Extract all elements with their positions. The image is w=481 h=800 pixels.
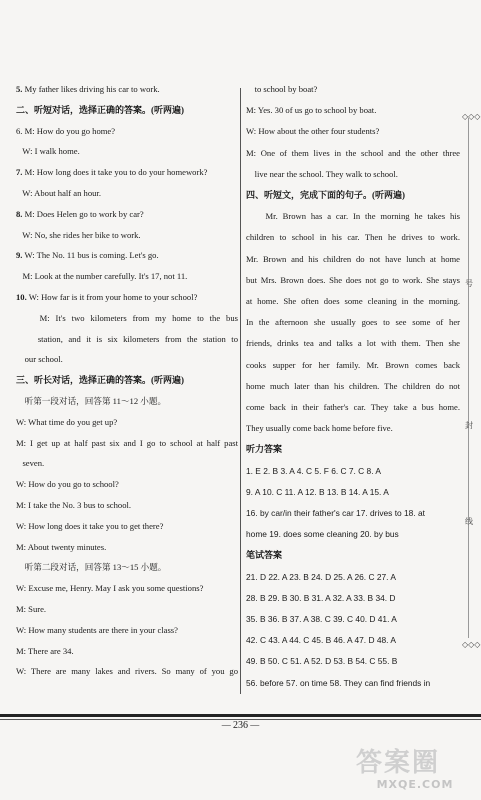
- answer-line: 56. before 57. on time 58. They can find friends in: [246, 677, 431, 688]
- text-line: [16, 604, 238, 615]
- text-line: [246, 275, 460, 286]
- line-text: M: How long does it take you to do your homework?: [22, 167, 208, 178]
- line-text: In the afternoon she usually goes to see some of her: [246, 317, 460, 328]
- line-text: W: There are many lakes and rivers. So many of you go: [16, 666, 238, 677]
- page-number: — 236 —: [221, 720, 260, 731]
- line-text: My father likes driving his car to work.: [22, 84, 160, 94]
- text-line: [246, 254, 460, 265]
- text-line: [246, 211, 460, 222]
- line-text: W: How do you go to school?: [16, 479, 119, 490]
- side-label-3: 线: [465, 517, 473, 526]
- item-number: 10.: [16, 292, 27, 302]
- section-heading: 二、听短对话，选择正确的答案。(听两遍): [16, 104, 184, 115]
- text-line: [16, 167, 238, 178]
- answer-line: 21. D 22. A 23. B 24. D 25. A 26. C 27. A: [246, 571, 396, 582]
- line-text: M: Sure.: [16, 604, 47, 614]
- text-line: [16, 313, 238, 324]
- line-text: M: About twenty minutes.: [16, 541, 107, 552]
- text-line: [16, 417, 238, 428]
- line-text: W: Excuse me, Henry. May I ask you some questions?: [16, 583, 204, 594]
- text-line: [16, 646, 238, 657]
- line-text: M: It's two kilometers from my home to the bus: [16, 312, 238, 323]
- line-text: W: What time do you get up?: [16, 416, 118, 427]
- text-line: [16, 126, 238, 137]
- text-line: [246, 360, 460, 371]
- text-line: [246, 423, 460, 434]
- line-text: come back in their father's car. They take a bus home.: [246, 402, 460, 412]
- text-line: [16, 188, 238, 199]
- section-heading: 三、听长对话，选择正确的答案。(听两遍): [16, 375, 184, 386]
- section-heading: 四、听短文，完成下面的句子。(听两遍): [246, 190, 405, 200]
- line-text: They usually come back home before five.: [246, 423, 393, 434]
- item-number: 8.: [16, 208, 23, 219]
- text-line: [16, 292, 238, 303]
- line-text: W: I walk home.: [16, 146, 80, 157]
- line-text: our school.: [16, 354, 63, 365]
- page-number-value: 236: [233, 720, 248, 731]
- text-line: [16, 230, 238, 241]
- line-text: M: Yes. 30 of us go to school by boat.: [246, 105, 377, 116]
- line-text: W: How many students are there in your class?: [16, 624, 178, 635]
- line-text: 听第一段对话，回答第 11～12 小题。: [16, 396, 167, 406]
- answer-line: 42. C 43. A 44. C 45. B 46. A 47. D 48. A: [246, 635, 396, 646]
- text-line: [16, 84, 238, 95]
- line-text: live near the school. They walk to school.: [246, 168, 398, 179]
- line-text: W: How about the other four students?: [246, 126, 380, 137]
- line-text: W: No, she rides her bike to work.: [16, 229, 141, 240]
- item-number: 9.: [16, 250, 23, 261]
- line-text: children to school in his car. Then he drives to work.: [246, 232, 460, 243]
- answer-line: 9. A 10. C 11. A 12. B 13. B 14. A 15. A: [246, 486, 389, 497]
- line-text: home much later than his children. The children do not: [246, 380, 460, 391]
- text-line: [16, 625, 238, 636]
- side-ornament-bottom: ◇◇◇: [462, 640, 481, 649]
- section-heading: 笔试答案: [246, 550, 283, 561]
- watermark-logo: [356, 748, 474, 794]
- answer-line: 35. B 36. B 37. A 38. C 39. C 40. D 41. A: [246, 614, 397, 624]
- text-line: [246, 317, 460, 328]
- text-line: [246, 148, 460, 159]
- line-text: but Mrs. Brown does. She does not go to work. She stays: [246, 274, 460, 285]
- text-line: [16, 542, 238, 553]
- text-line: [16, 500, 238, 511]
- line-text: 听第二段对话，回答第 13～15 小题。: [16, 562, 167, 573]
- line-text: W: How long does it take you to get there?: [16, 520, 164, 531]
- line-text: 6. M: How do you go home?: [16, 125, 116, 136]
- text-line: [16, 458, 238, 469]
- answer-line: 28. B 29. B 30. B 31. A 32. A 33. B 34. D: [246, 592, 396, 603]
- section-heading: 听力答案: [246, 444, 283, 455]
- line-text: friends, drinks tea and talks a lot with them. Then she: [246, 338, 460, 349]
- line-text: W: How far is it from your home to your school?: [26, 292, 198, 302]
- text-line: [246, 381, 460, 392]
- text-line: [16, 334, 238, 345]
- text-line: [16, 250, 238, 261]
- line-text: M: I get up at half past six and I go to school at half past: [16, 437, 238, 448]
- side-binding-line: [468, 118, 469, 638]
- text-line: [16, 438, 238, 449]
- side-label-2: 封: [465, 421, 473, 430]
- text-line: [246, 232, 460, 243]
- text-line: [16, 271, 238, 282]
- answer-line: 1. E 2. B 3. A 4. C 5. F 6. C 7. C 8. A: [246, 465, 381, 476]
- text-line: [246, 338, 460, 349]
- line-text: Mr. Brown has a car. In the morning he takes his: [246, 211, 460, 222]
- line-text: station, and it is six kilometers from the station to: [16, 333, 238, 344]
- watermark-logo-text: 答案圈: [356, 748, 441, 778]
- line-text: to school by boat?: [246, 84, 318, 94]
- footer-rule-thick: [0, 714, 481, 717]
- text-line: [16, 146, 238, 157]
- text-line: [16, 209, 238, 220]
- line-text: Mr. Brown and his children do not have lunch at home: [246, 253, 460, 264]
- line-text: M: Does Helen go to work by car?: [22, 208, 144, 219]
- text-line: [246, 105, 460, 116]
- text-line: [246, 296, 460, 307]
- item-number: 5.: [16, 84, 23, 94]
- answer-line: 16. by car/in their father's car 17. drives to 18. at: [246, 508, 425, 518]
- line-text: W: The No. 11 bus is coming. Let's go.: [22, 250, 159, 261]
- text-line: [16, 479, 238, 490]
- line-text: M: There are 34.: [16, 645, 74, 656]
- text-line: [16, 666, 238, 677]
- line-text: cooks supper for her family. Mr. Brown comes back: [246, 359, 460, 370]
- text-line: [16, 354, 238, 365]
- line-text: W: About half an hour.: [16, 188, 101, 198]
- line-text: at home. She often does some cleaning in the morning.: [246, 296, 460, 306]
- line-text: seven.: [16, 458, 45, 469]
- text-line: [246, 169, 460, 180]
- text-line: [16, 562, 238, 573]
- answer-line: home 19. does some cleaning 20. by bus: [246, 529, 399, 540]
- line-text: M: Look at the number carefully. It's 17, not 11.: [16, 271, 188, 282]
- column-divider: [240, 88, 241, 694]
- text-line: [246, 402, 460, 413]
- text-line: [246, 84, 460, 95]
- text-line: [16, 396, 238, 407]
- text-line: [246, 126, 460, 137]
- watermark-url: MXQE.COM: [376, 778, 454, 791]
- line-text: M: I take the No. 3 bus to school.: [16, 500, 132, 510]
- text-line: [16, 521, 238, 532]
- side-label-1: 号: [465, 279, 473, 288]
- line-text: M: One of them lives in the school and the other three: [246, 147, 460, 158]
- text-line: [16, 583, 238, 594]
- answer-line: 49. B 50. C 51. A 52. D 53. B 54. C 55. B: [246, 656, 398, 667]
- side-ornament-top: ◇◇◇: [462, 112, 481, 121]
- item-number: 7.: [16, 167, 23, 178]
